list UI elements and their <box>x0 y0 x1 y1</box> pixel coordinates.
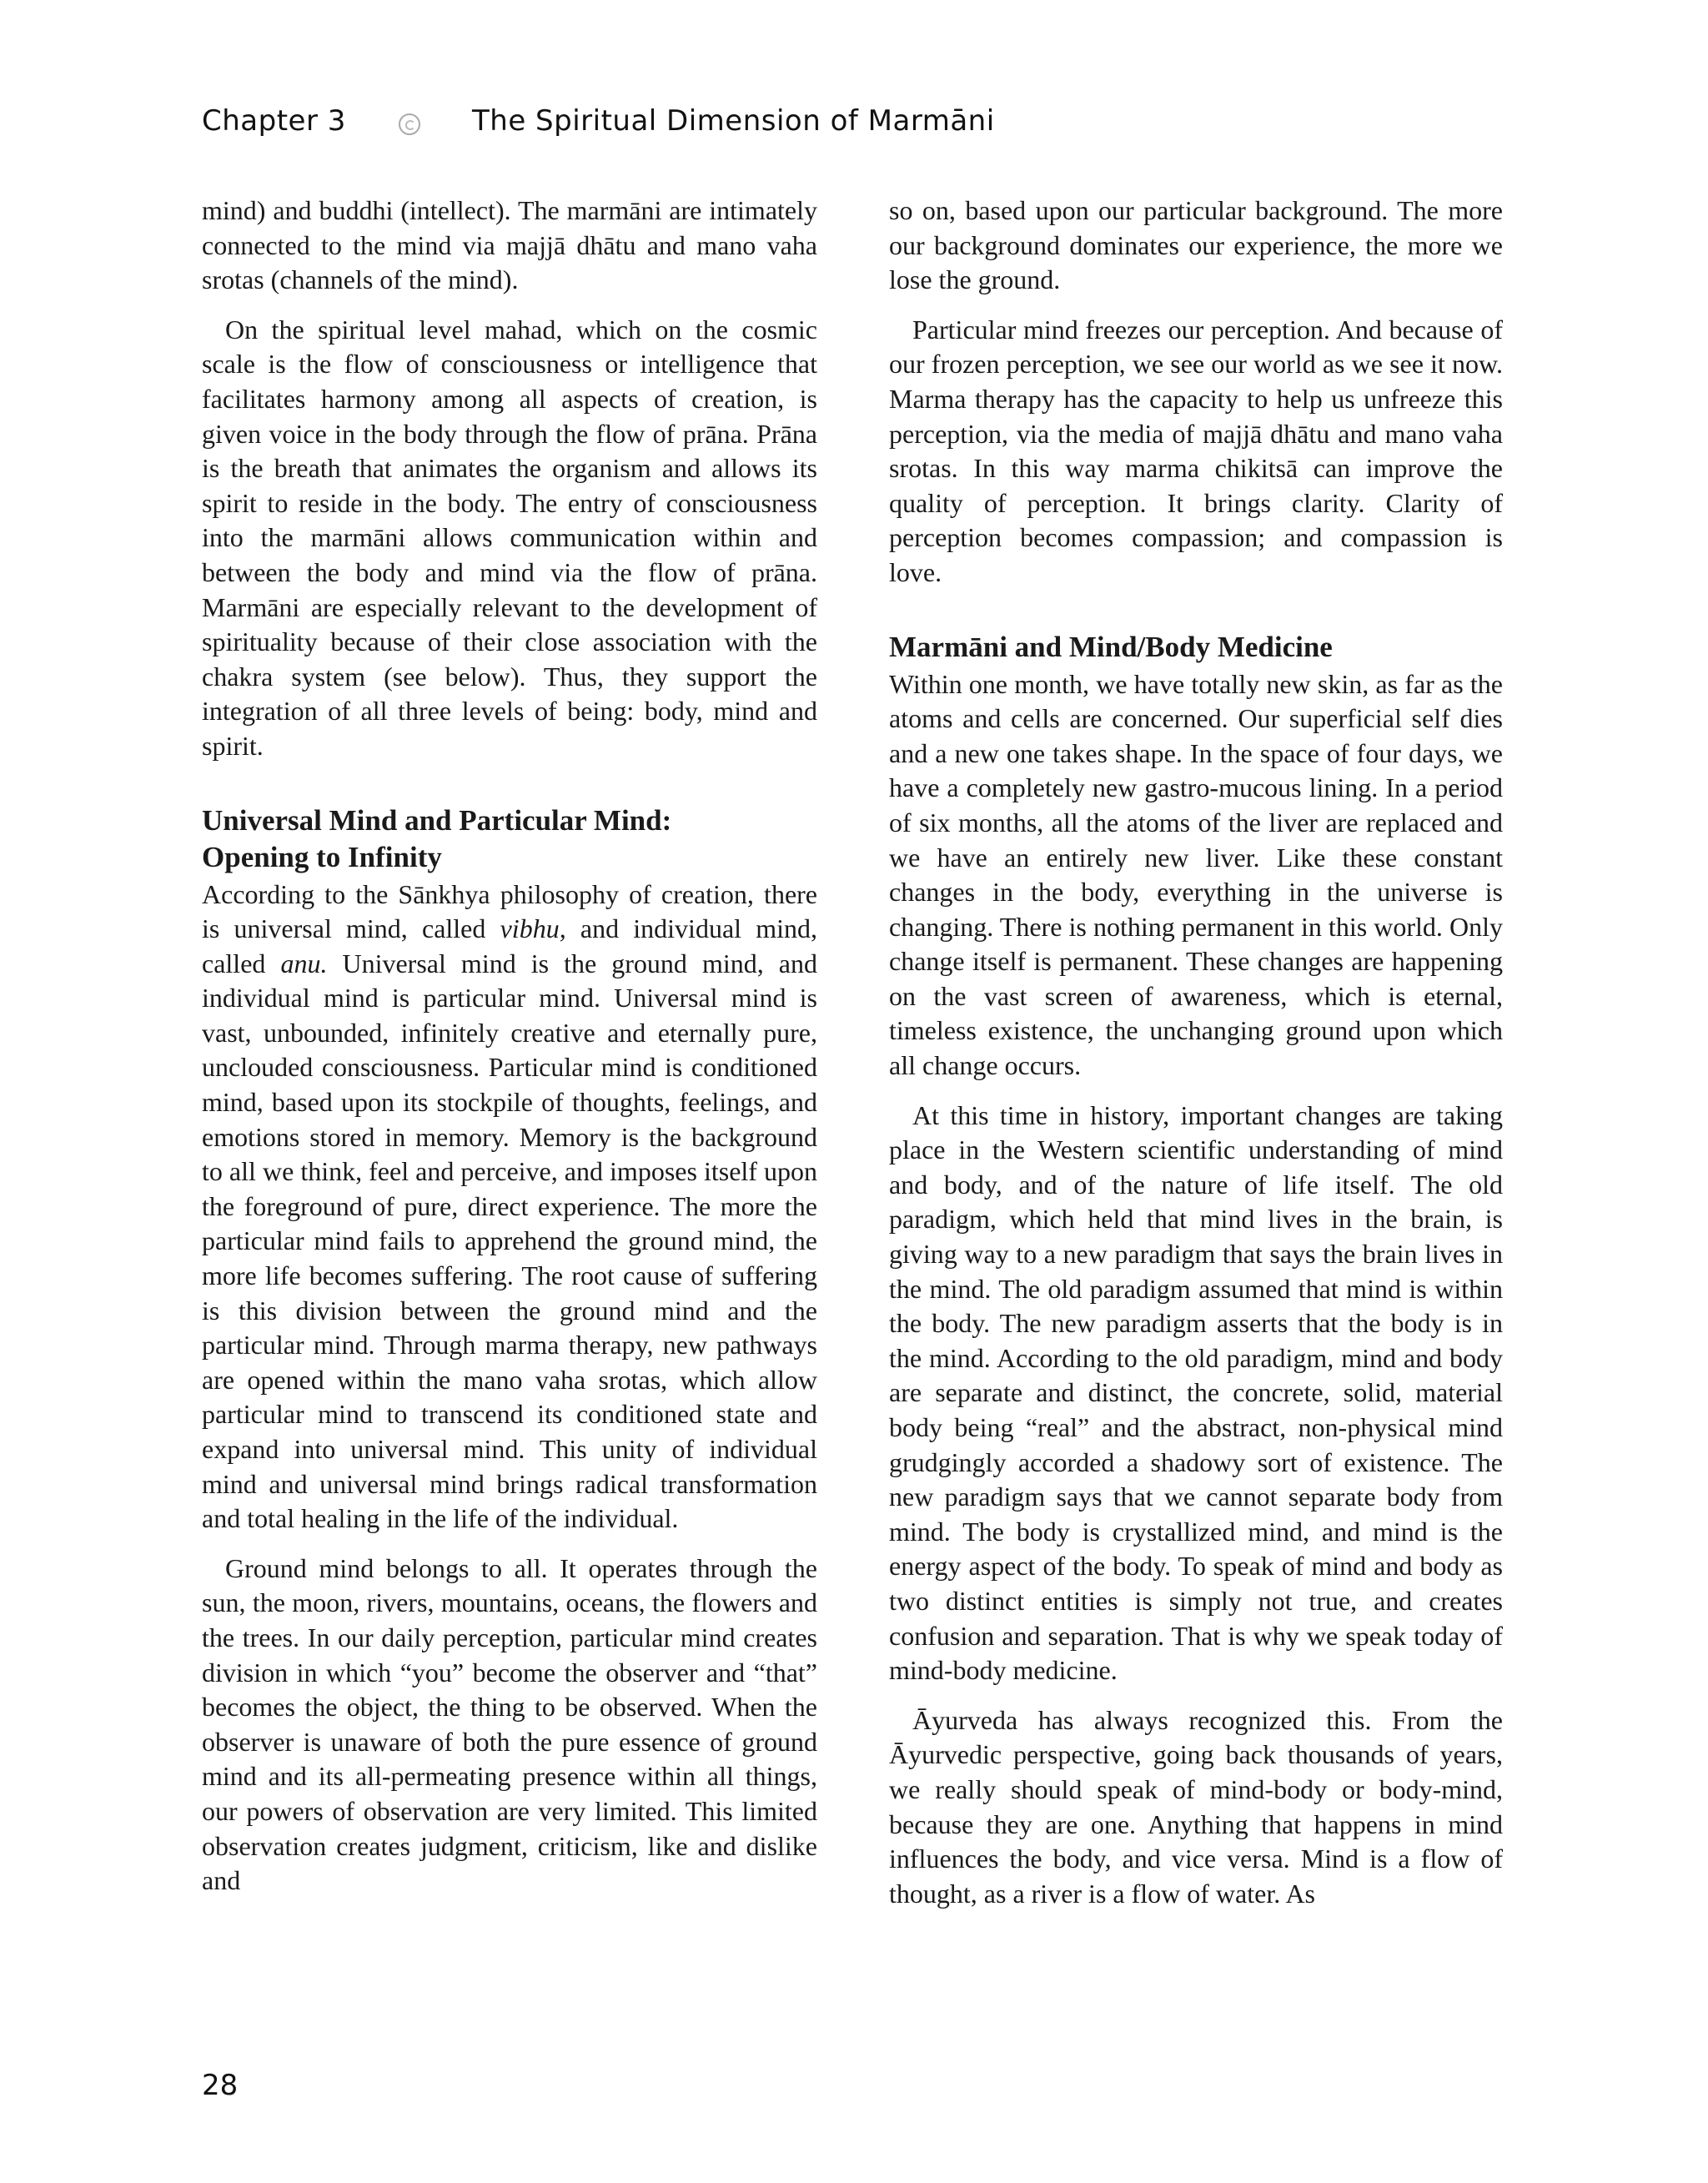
paragraph: mind) and buddhi (intellect). The marmāni are intimately connected to the mind via majjā dhātu and mano vaha srotas (channels of the mind). <box>202 195 817 295</box>
text-run: Universal mind is the ground mind, and individual mind is particular mind. Universal mind is vast, unbounded, infinitely creative and eternally pure, unclouded consciousness. Particular mind is conditioned mind, based upon its stockpile of thoughts, feelings, and emotions stored in memory. Memory is the background to all we think, feel and perceive, and imposes itself upon the foreground of pure, direct experience. The more the particular mind fails to apprehend the ground mind, the more life becomes suffering. The root cause of suffering is this division between the ground mind and the particular mind. Through marma therapy, new pathways are opened within the mano vaha srotas, which allow particular mind to transcend its conditioned state and expand into universal mind. This unity of individual mind and universal mind brings radical transformation and total healing in the life of the individual. <box>202 948 818 1534</box>
paragraph: so on, based upon our particular background. The more our background dominates our experience, the more we lose the ground. <box>889 195 1503 295</box>
paragraph: Within one month, we have totally new skin, as far as the atoms and cells are concerned. Our superficial self dies and a new one takes shape. In the space of four days, we have a completely new gastro-mucous lining. In a period of six months, all the atoms of the liver are replaced and we have an entirely new liver. Like these constant changes in the body, everything in the universe is changing. There is nothing permanent in this world. Only change itself is permanent. These changes are happening on the vast screen of awareness, which is eternal, timeless existence, the unchanging ground upon which all change occurs. <box>889 668 1503 1081</box>
page-number: 28 <box>202 2069 239 2102</box>
left-column <box>202 194 817 1899</box>
running-header <box>202 100 1503 142</box>
paragraph <box>202 878 817 1537</box>
term-anu: anu. <box>280 948 328 978</box>
paragraph: Ground mind belongs to all. It operates through the sun, the moon, rivers, mountains, oceans, the flowers and the trees. In our daily perception, particular mind creates division in which “you” become the observer and “that” becomes the object, the thing to be observed. When the observer is unaware of both the pure essence of ground mind and its all-permeating presence within all things, our powers of observation are very limited. This limited observation creates judgment, criticism, like and dislike and <box>202 1552 817 1896</box>
chapter-title: The Spiritual Dimension of Marmāni <box>472 104 995 138</box>
paragraph: At this time in history, important changes are taking place in the Western scientific understanding of mind and body, and of the nature of life itself. The old paradigm, which held that mind lives in the brain, is giving way to a new paradigm that says the brain lives in the mind. The old paradigm assumed that mind is within the body. The new paradigm asserts that the body is in the mind. According to the old paradigm, mind and body are separate and distinct, the concrete, solid, material body being “real” and the abstract, non-physical mind grudgingly accorded a shadowy sort of existence. The new paradigm says that we cannot separate body from mind. The body is crystallized mind, and mind is the energy aspect of the body. To speak of mind and body as two distinct entities is simply not true, and creates confusion and separation. That is why we speak today of mind-body medicine. <box>889 1099 1503 1686</box>
right-column <box>889 194 1503 1911</box>
text-run: According to the Sānkhya philosophy of creation, there is universal mind, called <box>202 878 817 944</box>
section-heading-line: Universal Mind and Particular Mind: <box>202 803 672 837</box>
text-run: and individual mind, called <box>202 913 818 978</box>
paragraph: Āyurveda has always recognized this. From the Āyurvedic perspective, going back thousands of years, we really should speak of mind-body or body-mind, because they are one. Anything that happens in mind influences the body, and vice versa. Mind is a flow of thought, as a river is a flow of water. As <box>889 1704 1503 1909</box>
section-heading <box>202 802 817 876</box>
paragraph: On the spiritual level mahad, which on the cosmic scale is the flow of consciousness or intelligence that facilitates harmony among all aspects of creation, is given voice in the body through the flow of prāna. Prāna is the breath that animates the organism and allows its spirit to reside in the body. The entry of consciousness into the marmāni allows communication within and between the body and mind via the flow of prāna. Marmāni are especially relevant to the development of spirituality because of their close association with the chakra system (see below). Thus, they support the integration of all three levels of being: body, mind and spirit. <box>202 314 817 761</box>
chapter-label: Chapter 3 <box>202 104 346 138</box>
section-heading-line: Opening to Infinity <box>202 840 442 873</box>
term-vibhu: vibhu, <box>500 913 566 944</box>
paragraph: Particular mind freezes our perception. And because of our frozen perception, we see our world as we see it now. Marma therapy has the capacity to help us unfreeze this perception, via the media of majjā dhātu and mano vaha srotas. In this way marma chikitsā can improve the quality of perception. It brings clarity. Clarity of perception becomes compassion; and compassion is love. <box>889 314 1503 587</box>
spiral-ornament-icon <box>399 113 420 135</box>
section-heading: Marmāni and Mind/Body Medicine <box>889 630 1333 663</box>
